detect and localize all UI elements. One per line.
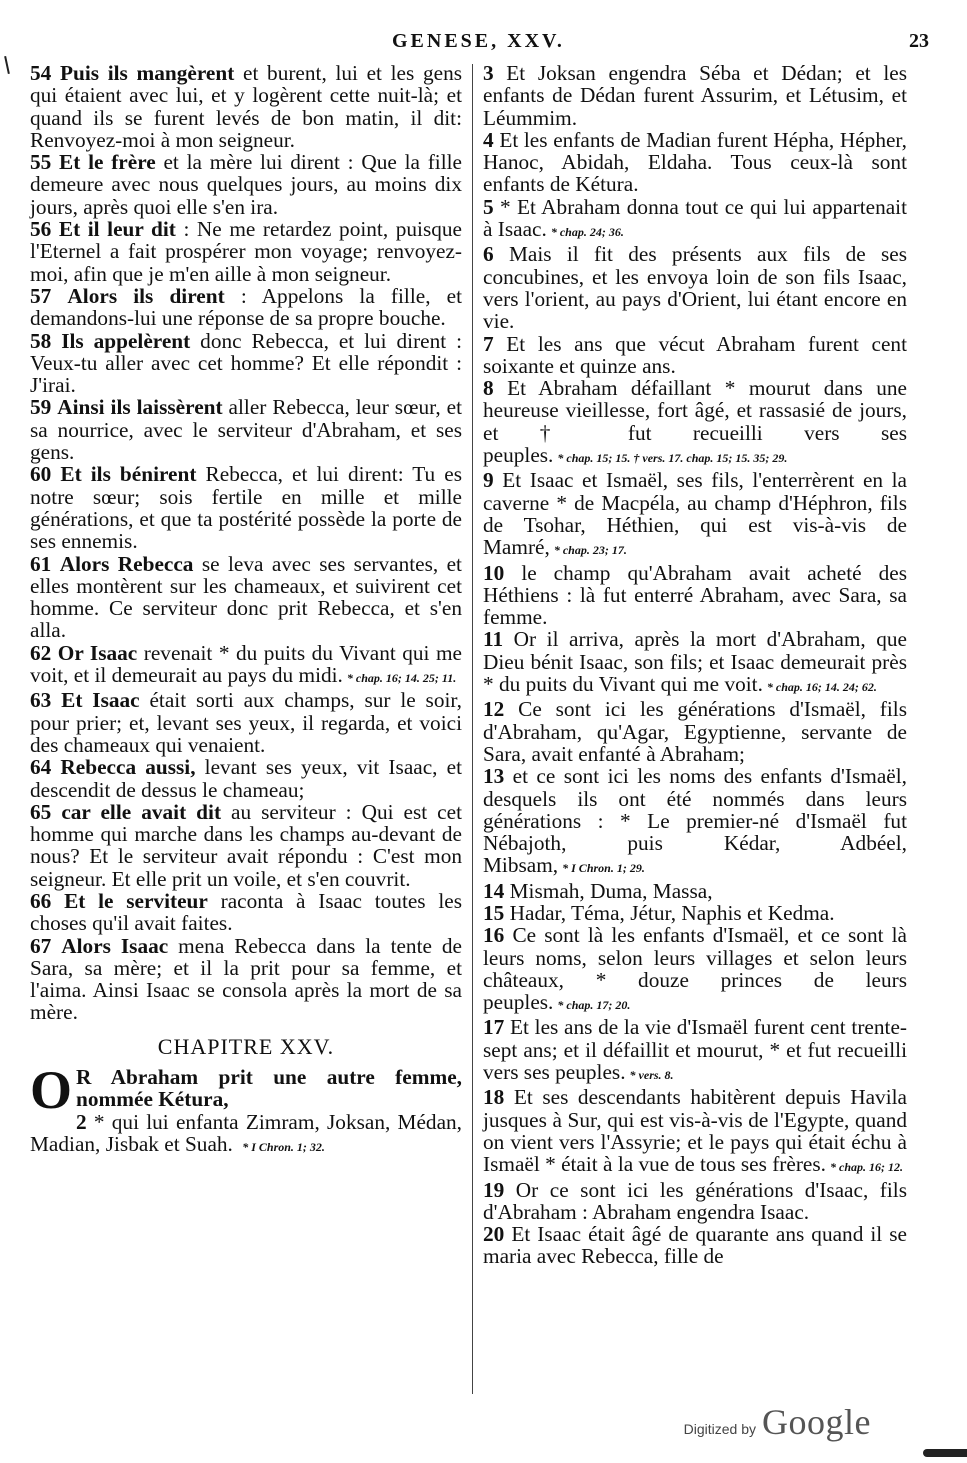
verse-text: aller Rebecca, leur sœur, et sa nourrice, avec le serviteur d'Abraham, et ses gens. bbox=[30, 395, 462, 465]
verse-number: 8 bbox=[483, 376, 494, 401]
verse-note: * chap. 24; 36. bbox=[550, 225, 624, 240]
verse-text: se leva avec ses servantes, et elles montèrent sur les chameaux, et suivirent cet homme. Ce serviteur donc prit Rebecca, et s'en alla. bbox=[30, 551, 462, 643]
verse bbox=[30, 689, 462, 756]
verse-number: 66 bbox=[30, 888, 52, 913]
verse-number: 59 bbox=[30, 395, 52, 420]
verse bbox=[483, 333, 907, 378]
verse-text: Mais il fit des présents aux fils de ses concubines, et les envoya loin de son fils Isaac, vers l'orient, au pays d'Orient, lui étant encore en vie. bbox=[483, 242, 908, 334]
verse bbox=[30, 62, 462, 151]
verse-text: et ce sont ici les noms des enfants d'Ismaël, desquels ils ont été nommés dans leurs générations : * Le premier-né d'Ismaël fut Nébajoth, puis Kédar, Adbéel, Mibsam, bbox=[483, 764, 907, 878]
page-number: 23 bbox=[909, 30, 929, 52]
verse-number: 17 bbox=[483, 1015, 505, 1040]
verse-text: mena Rebecca dans la tente de Sara, sa mère; et il la prit pour sa femme, et l'aima. Ainsi Isaac se consola après la mort de sa mère. bbox=[30, 933, 462, 1025]
verse-text: Ce sont ici les générations d'Ismaël, fils d'Abraham, qu'Agar, Egyptienne, servante de Sara, avait enfanté à Abraham; bbox=[483, 697, 907, 766]
verse-number: 18 bbox=[483, 1085, 505, 1110]
verse-text: Mismah, Duma, Massa, bbox=[509, 878, 713, 903]
verse bbox=[483, 1016, 907, 1086]
digitized-by-label: Digitized by bbox=[683, 1421, 757, 1437]
verse-text: Rebecca, et lui dirent: Tu es notre sœur; sois fertile en mille et mille générations, et que ta postérité possède la porte de ses ennemis. bbox=[30, 462, 463, 554]
verse-lead: Alors Isaac bbox=[61, 933, 169, 958]
verse-number: 62 bbox=[30, 640, 52, 665]
verse bbox=[30, 218, 462, 285]
verse-number: 2 bbox=[76, 1109, 87, 1134]
verse-text: levant ses yeux, vit Isaac, et descendit de dessus le chameau; bbox=[30, 755, 462, 802]
verse bbox=[483, 765, 907, 879]
verse-text: Et les ans que vécut Abraham furent cent soixante et quinze ans. bbox=[483, 331, 907, 378]
verse bbox=[30, 801, 462, 890]
verse-text: : Ne me retardez point, puisque l'Eternel a fait prospérer mon voyage; renvoyez-moi, afin que je m'en aille à mon seigneur. bbox=[30, 217, 462, 286]
verse-text: était sorti aux champs, sur le soir, pour prier; et, levant ses yeux, il regarda, et voici des chameaux qui venaient. bbox=[30, 688, 462, 757]
verse-lead: Et le serviteur bbox=[64, 888, 208, 913]
verse-number: 7 bbox=[483, 331, 494, 356]
verse bbox=[30, 642, 462, 690]
verse-text: Or ce sont ici les générations d'Isaac, fils d'Abraham : Abraham engendra Isaac. bbox=[483, 1177, 907, 1224]
verse-text: Ce sont là les enfants d'Ismaël, et ce sont là leurs noms, selon leurs villages et selon leurs châteaux, * douze princes de leurs peuples. bbox=[483, 923, 908, 1015]
verse-text: raconta à Isaac toutes les choses qu'il avait faites. bbox=[30, 888, 463, 936]
verse-number: 58 bbox=[30, 328, 52, 353]
verse-number: 5 bbox=[483, 194, 494, 219]
verse bbox=[483, 469, 907, 561]
verse-text: Et les enfants de Madian furent Hépha, Hépher, Hanoc, Abidah, Eldaha. Tous ceux-là sont enfants de Kétura. bbox=[483, 127, 907, 197]
verse-note: * chap. 16; 14. 25; 11. bbox=[346, 671, 457, 686]
verse-lead: Or Isaac bbox=[57, 640, 138, 665]
verse-number: 19 bbox=[483, 1177, 505, 1202]
verse-text: : Appelons la fille, et demandons-lui une réponse de sa propre bouche. bbox=[30, 283, 463, 331]
verse-lead: Ainsi ils laissèrent bbox=[57, 395, 223, 420]
verse-text: revenait * du puits du Vivant qui me voit, et il demeurait au pays du midi. bbox=[30, 640, 462, 688]
verse bbox=[483, 243, 907, 332]
verse bbox=[483, 129, 907, 196]
verse-text: Et ses descendants habitèrent depuis Havila jusques à Sur, qui est vis-à-vis de l'Egypte, quand on vient vers l'Assyrie; et le pays qui était échu à Ismaël * était à la vue de tous ses frères. bbox=[483, 1085, 907, 1177]
verse bbox=[30, 935, 462, 1024]
verse bbox=[30, 285, 462, 330]
verse-note: * chap. 17; 20. bbox=[557, 998, 631, 1013]
verse-note: * chap. 23; 17. bbox=[553, 543, 627, 558]
verse bbox=[30, 1111, 462, 1159]
verse-number: 60 bbox=[30, 462, 52, 487]
verse-number: 16 bbox=[483, 923, 505, 948]
google-logo: Google bbox=[762, 1402, 871, 1442]
verse bbox=[30, 151, 462, 218]
verse-number: 64 bbox=[30, 755, 52, 780]
verse-number: 14 bbox=[483, 878, 505, 903]
verse-lead: Alors ils dirent bbox=[67, 283, 225, 308]
verse bbox=[483, 880, 907, 902]
verse-text: * Et Abraham donna tout ce qui lui appartenait à Isaac. bbox=[483, 194, 908, 242]
verse-text: Hadar, Téma, Jétur, Naphis et Kedma. bbox=[509, 900, 835, 925]
verse-note: * chap. 16; 12. bbox=[830, 1160, 903, 1175]
drop-cap: O bbox=[30, 1060, 73, 1121]
verse-text: Et Isaac était âgé de quarante ans quand il se maria avec Rebecca, fille de bbox=[483, 1222, 907, 1269]
verse-number: 20 bbox=[483, 1222, 505, 1247]
verse-number: 54 bbox=[30, 61, 52, 85]
chapter-opening-text: R Abraham prit une autre femme, nommée Kétura, bbox=[76, 1065, 462, 1112]
verse-note: * I Chron. 1; 32. bbox=[242, 1139, 325, 1154]
verse bbox=[483, 377, 907, 469]
verse-note: * I Chron. 1; 29. bbox=[562, 861, 645, 876]
verse-text: et burent, lui et les gens qui étaient avec lui, et y logèrent cette nuit-là; et quand ils se furent levés de bon matin, il dit: Renvoyez-moi à mon seigneur. bbox=[30, 61, 463, 152]
left-column bbox=[30, 62, 462, 1158]
verse bbox=[483, 924, 907, 1016]
verse bbox=[483, 628, 907, 698]
verse-note: * vers. 8. bbox=[629, 1068, 674, 1083]
verse-text: Et Joksan engendra Séba et Dédan; et les enfants de Dédan furent Assurim, et Létusim, et Léummim. bbox=[483, 61, 907, 130]
verse-lead: Et le frère bbox=[59, 150, 156, 175]
verse-lead: Et Isaac bbox=[61, 688, 140, 713]
chapter-title: CHAPITRE XXV. bbox=[157, 1033, 335, 1059]
verse bbox=[30, 553, 462, 642]
left-verses bbox=[30, 62, 462, 1024]
right-verses bbox=[483, 62, 907, 1268]
verse-lead: Puis ils mangèrent bbox=[59, 61, 235, 85]
verse-lead: Rebecca aussi, bbox=[60, 755, 196, 780]
verse-note: * chap. 15; 15. † vers. 17. chap. 15; 15. 35; 29. bbox=[557, 451, 788, 466]
verse-number: 61 bbox=[30, 551, 52, 576]
verse bbox=[30, 396, 462, 463]
verse-text: au serviteur : Qui est cet homme qui marche dans les champs au-devant de nous? Et le serviteur avait répondu : C'est mon seigneur. Et elle prit un voile, et s'en couvrit. bbox=[30, 799, 463, 891]
verse-lead: Alors Rebecca bbox=[59, 551, 194, 576]
verse-number: 63 bbox=[30, 688, 52, 713]
verse-text: Et Isaac et Ismaël, ses fils, l'enterrèrent en la caverne * de Macpéla, au champ d'Héphron, fils de Tsohar, Héthien, qui est vis-à-vis de Mamré, bbox=[483, 468, 907, 560]
verse-text: donc Rebecca, et lui dirent : Veux-tu aller avec cet homme? Et elle répondit : J'irai. bbox=[30, 328, 463, 398]
verse-number: 56 bbox=[30, 217, 52, 242]
verse-text: le champ qu'Abraham avait acheté des Héthiens : là fut enterré Abraham, avec Sara, sa femme. bbox=[483, 560, 907, 630]
verse bbox=[30, 756, 462, 801]
verse-number: 12 bbox=[483, 697, 505, 722]
verse-number: 9 bbox=[483, 468, 494, 493]
digitized-by-google bbox=[684, 1401, 871, 1443]
verse-text: et la mère lui dirent : Que la fille demeure avec nous quelques jours, au moins dix jours, après quoi elle s'en ira. bbox=[30, 150, 462, 219]
page-header bbox=[0, 30, 967, 60]
verse-note: * chap. 16; 14. 24; 62. bbox=[766, 680, 877, 695]
right-column bbox=[483, 62, 907, 1268]
verse bbox=[483, 902, 907, 924]
verse bbox=[483, 1179, 907, 1224]
verse-number: 55 bbox=[30, 150, 52, 175]
verse bbox=[30, 890, 462, 935]
verse bbox=[483, 196, 907, 244]
verse-text: Et Abraham défaillant * mourut dans une heureuse vieillesse, fort âgé, et rassasié de jours, et † fut recueilli vers ses peuples. bbox=[483, 376, 908, 468]
verse bbox=[483, 698, 907, 765]
verse-lead: car elle avait dit bbox=[61, 799, 222, 824]
verse-text: Et les ans de la vie d'Ismaël furent cent trente-sept ans; et il défaillit et mourut, * et fut recueilli vers ses peuples. bbox=[483, 1015, 907, 1085]
verse-number: 67 bbox=[30, 933, 52, 958]
column-divider bbox=[472, 64, 473, 1394]
verse bbox=[30, 330, 462, 397]
verse-number: 10 bbox=[483, 560, 505, 585]
verse-number: 15 bbox=[483, 900, 505, 925]
verse-number: 3 bbox=[483, 61, 494, 85]
verse-number: 13 bbox=[483, 764, 505, 789]
verse-text: Or il arriva, après la mort d'Abraham, que Dieu bénit Isaac, son fils; et Isaac demeurait près * du puits du Vivant qui me voit. bbox=[483, 627, 907, 697]
verse-number: 4 bbox=[483, 127, 494, 152]
verse bbox=[483, 1223, 907, 1268]
verse bbox=[30, 463, 462, 552]
verse-text: * qui lui enfanta Zimram, Joksan, Médan, Madian, Jisbak et Suah. bbox=[30, 1109, 462, 1156]
verse-number: 65 bbox=[30, 799, 52, 824]
verse-lead: Et il leur dit bbox=[58, 217, 176, 242]
chapter-opening bbox=[30, 1060, 462, 1121]
verse bbox=[483, 62, 907, 129]
verse-number: 57 bbox=[30, 283, 52, 308]
verse bbox=[483, 562, 907, 629]
verse-lead: Et ils bénirent bbox=[60, 462, 197, 487]
verse-lead: Ils appelèrent bbox=[61, 328, 191, 353]
corner-mark bbox=[923, 1449, 967, 1457]
verse-number: 6 bbox=[483, 242, 494, 267]
verse bbox=[483, 1086, 907, 1178]
running-title: GENESE, XXV. bbox=[392, 30, 565, 52]
verse-number: 11 bbox=[483, 627, 504, 652]
